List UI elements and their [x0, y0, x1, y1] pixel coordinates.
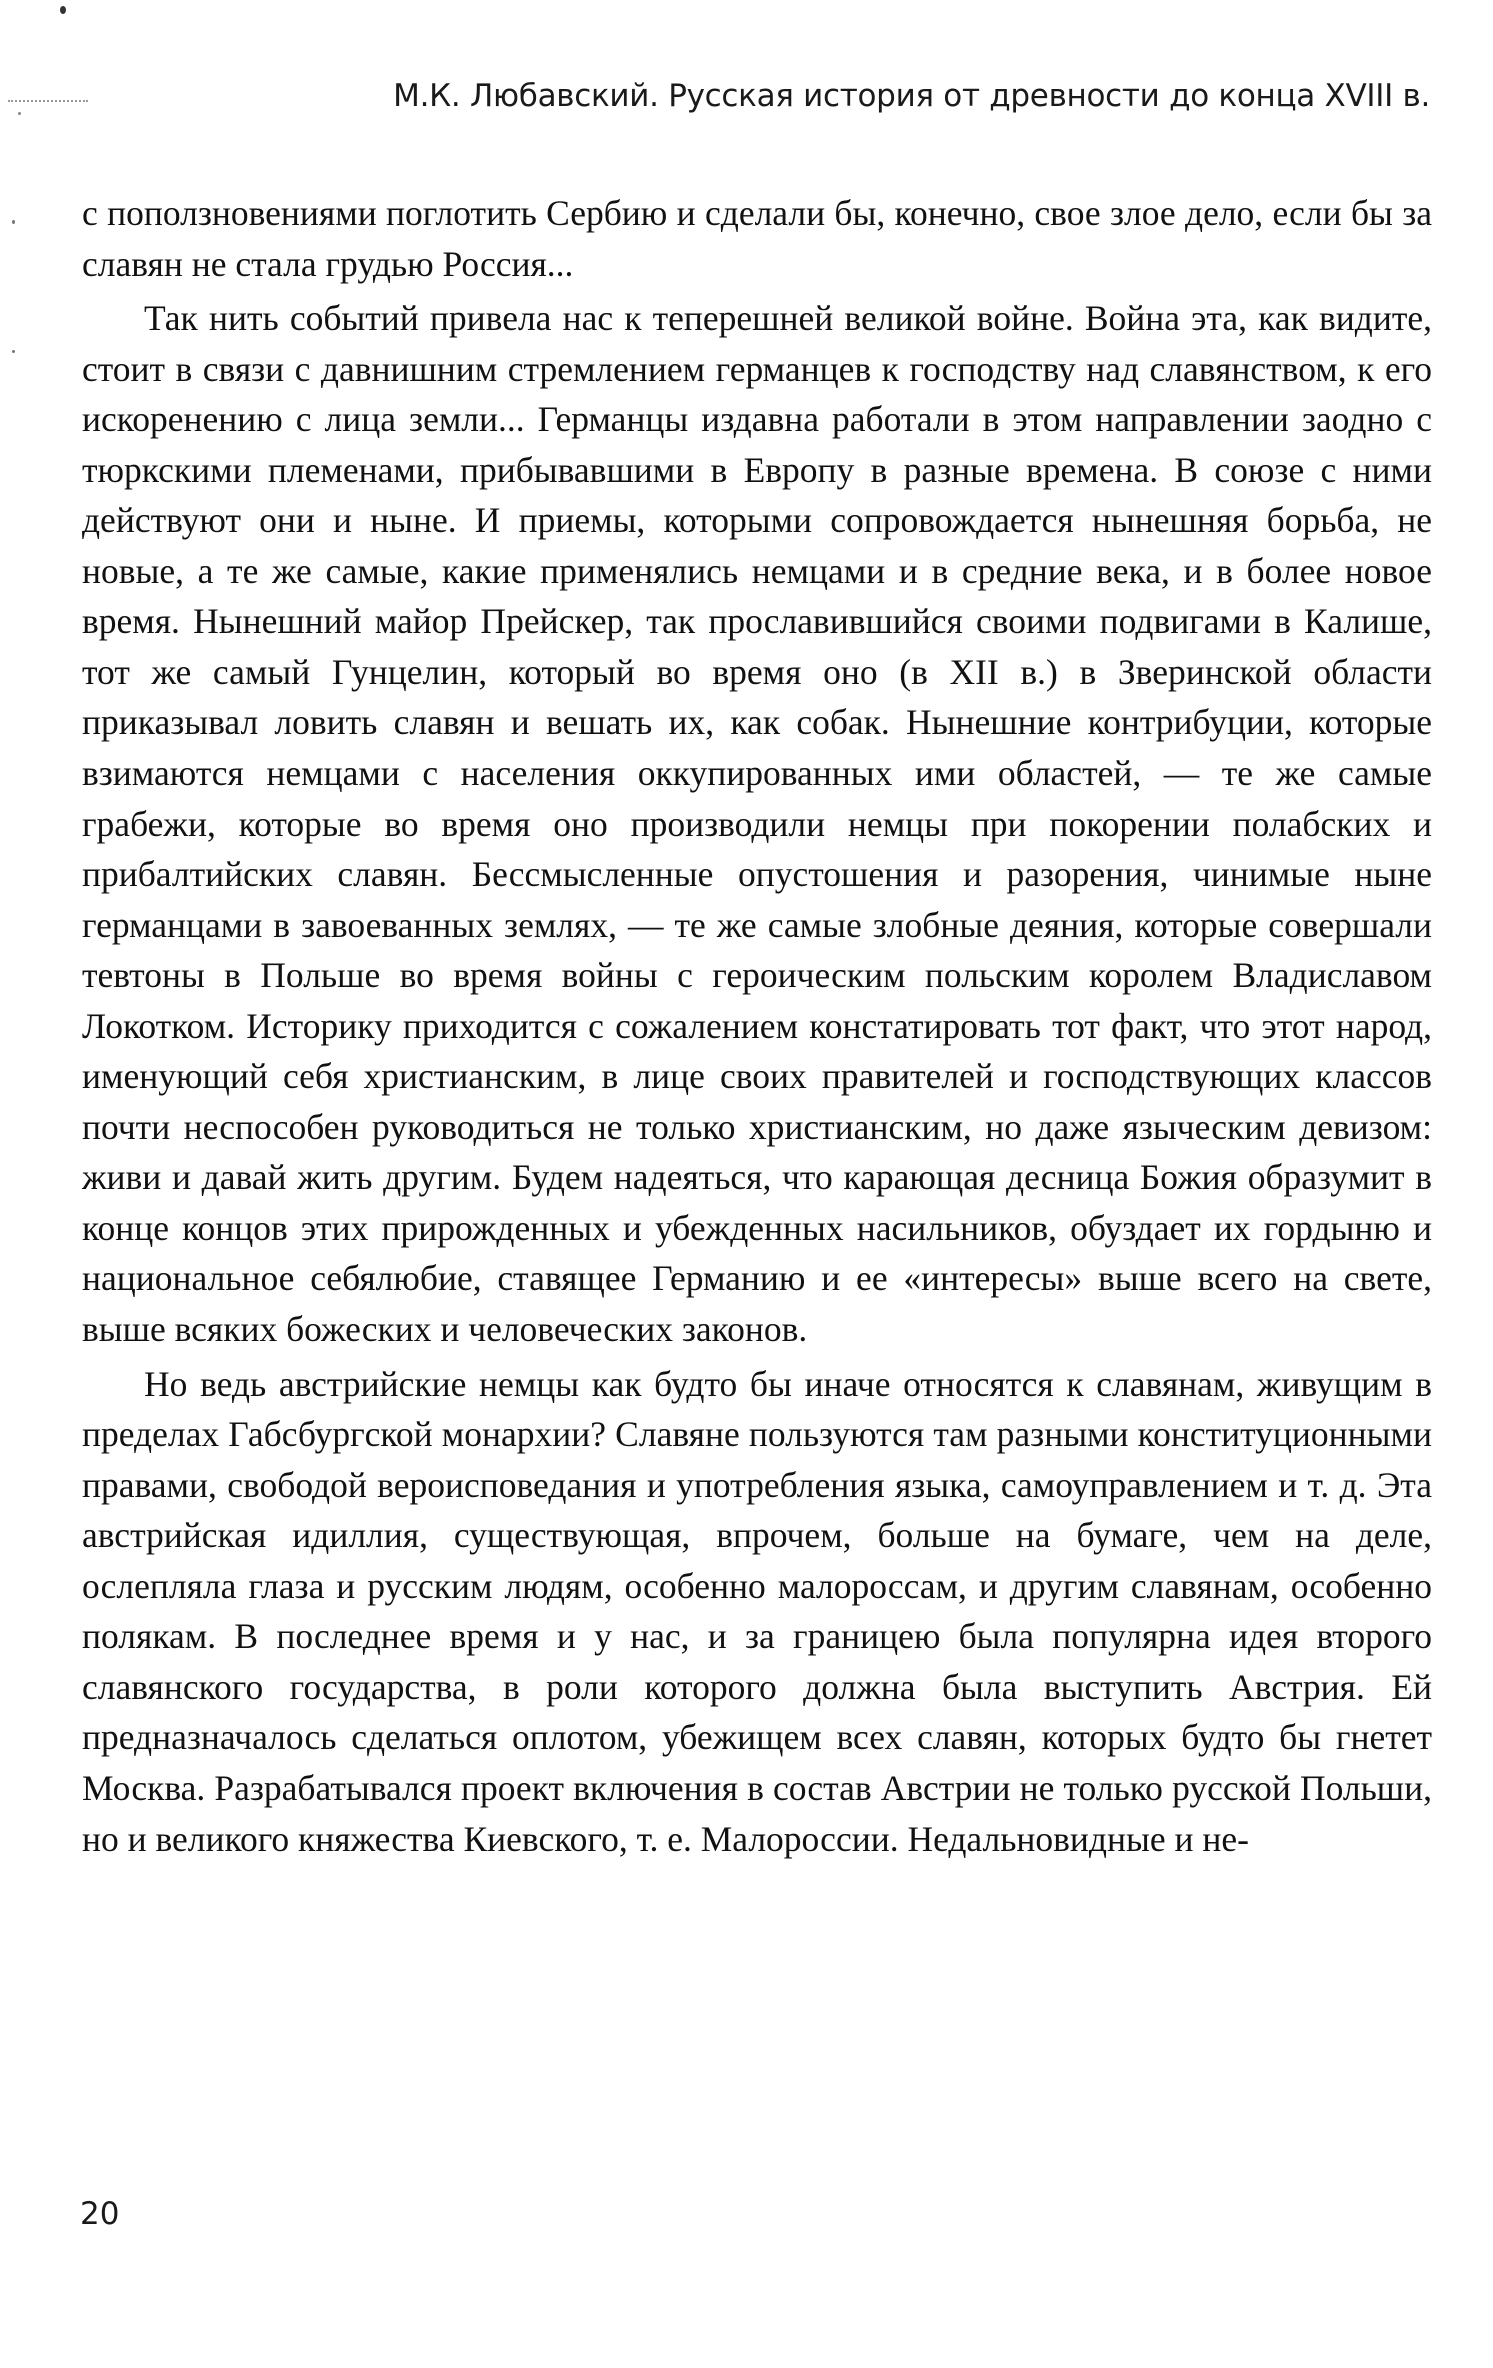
scan-dash	[8, 100, 88, 102]
scan-speck	[12, 220, 15, 224]
page-number: 20	[80, 2196, 120, 2232]
paragraph: Так нить событий привела нас к теперешней великой войне. Война эта, как видите, стоит в связи с давнишним стремлением германцев к господству над славянством, к его искоренению с лица земли... Германцы издавна работали в этом направлении заодно с тюркскими племенами, прибывавшими в Европу в разные времена. В союзе с ними действуют они и ныне. И приемы, которыми сопровождается нынешняя борьба, не новые, а те же самые, какие применялись немцами и в средние века, и в более новое время. Нынешний майор Прейскер, так прославившийся своими подвигами в Калише, тот же самый Гунцелин, который во время оно (в XII в.) в Зверинской области приказывал ловить славян и вешать их, как собак. Нынешние контрибуции, которые взимаются немцами с населения оккупированных ими областей, — те же самые грабежи, которые во время оно производили немцы при покорении полабских и прибалтийских славян. Бессмысленные опустошения и разорения, чинимые ныне германцами в завоеванных землях, — те же самые злобные деяния, которые совершали тевтоны в Польше во время войны с героическим польским королем Владиславом Локотком. Историку приходится с сожалением констатировать тот факт, что этот народ, именующий себя христианским, в лице своих правителей и господствующих классов почти неспособен руководиться не только христианским, но даже языческим девизом: живи и давай жить другим. Будем надеяться, что карающая десница Божия образумит в конце концов этих прирожденных и убежденных насильников, обуздает их гордыню и национальное себялюбие, ставящее Германию и ее «интересы» выше всего на свете, выше всяких божеских и человеческих законов.	[82, 298, 1432, 1350]
scan-speck	[60, 6, 66, 14]
body-text	[82, 188, 1432, 1864]
paragraph: с поползновениями поглотить Сербию и сделали бы, конечно, свое злое дело, если бы за славян не стала грудью Россия...	[82, 193, 1432, 284]
scan-speck	[12, 350, 15, 353]
running-head: М.К. Любавский. Русская история от древности до конца XVIII в.	[393, 78, 1430, 114]
scan-speck	[18, 112, 21, 115]
paragraph: Но ведь австрийские немцы как будто бы иначе относятся к славянам, живущим в пределах Габсбургской монархии? Славяне пользуются там разными конституционными правами, свободой вероисповедания и употребления языка, самоуправлением и т. д. Эта австрийская идиллия, существующая, впрочем, больше на бумаге, чем на деле, ослепляла глаза и русским людям, особенно малороссам, и другим славянам, особенно полякам. В последнее время и у нас, и за границею была популярна идея второго славянского государства, в роли которого должна была выступить Австрия. Ей предназначалось сделаться оплотом, убежищем всех славян, которых будто бы гнетет Москва. Разрабатывался проект включения в состав Австрии не только русской Польши, но и великого княжества Киевского, т. е. Малороссии. Недальновидные и не-	[82, 1363, 1432, 1859]
